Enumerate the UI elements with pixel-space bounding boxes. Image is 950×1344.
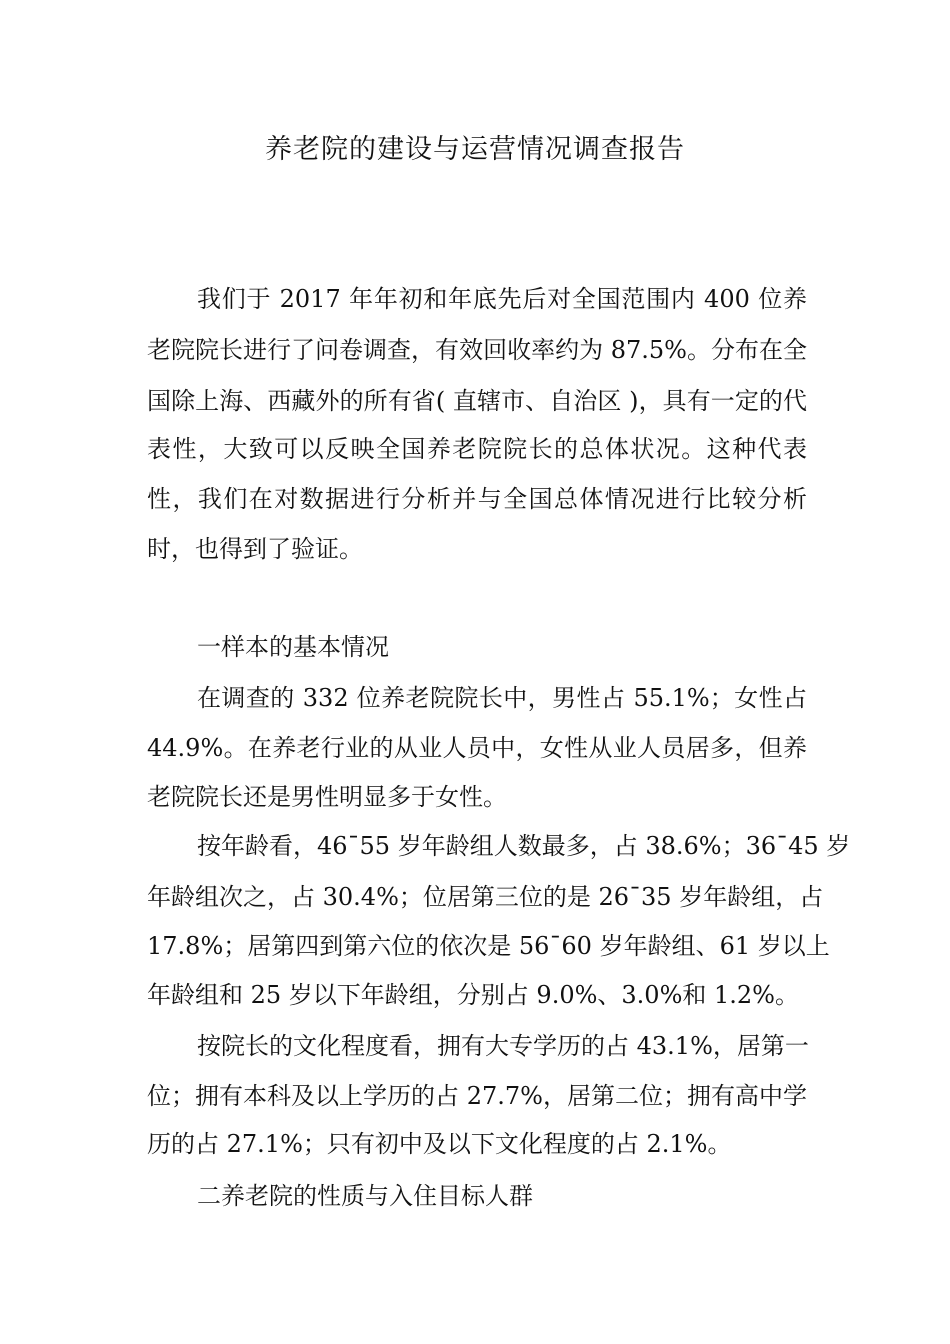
- intro-line: 国除上海、西藏外的所有省( 直辖市、自治区 )，具有一定的代: [147, 387, 807, 415]
- paragraph-line: 年龄组和 25 岁以下年龄组，分别占 9.0%、3.0%和 1.2%。: [147, 981, 799, 1009]
- document-title: 养老院的建设与运营情况调查报告: [265, 134, 685, 165]
- intro-line: 性，我们在对数据进行分析并与全国总体情况进行比较分析: [147, 485, 807, 513]
- paragraph-line: 44.9%。在养老行业的从业人员中，女性从业人员居多，但养: [147, 734, 807, 762]
- paragraph-line: 老院院长还是男性明显多于女性。: [147, 783, 507, 811]
- intro-line: 时，也得到了验证。: [147, 535, 363, 563]
- paragraph-line: 年龄组次之，占 30.4%；位居第三位的是 26¯35 岁年龄组，占: [147, 883, 824, 911]
- intro-line: 表性，大致可以反映全国养老院院长的总体状况。这种代表: [147, 435, 807, 463]
- paragraph-line: 按年龄看，46¯55 岁年龄组人数最多，占 38.6%；36¯45 岁: [197, 832, 851, 860]
- paragraph-line: 17.8%；居第四到第六位的依次是 56¯60 岁年龄组、61 岁以上: [147, 932, 830, 960]
- paragraph-line: 位；拥有本科及以上学历的占 27.7%，居第二位；拥有高中学: [147, 1082, 807, 1110]
- section-heading-sample: 一样本的基本情况: [197, 633, 389, 661]
- intro-line: 我们于 2017 年年初和年底先后对全国范围内 400 位养: [197, 285, 807, 313]
- paragraph-line: 按院长的文化程度看，拥有大专学历的占 43.1%，居第一: [197, 1032, 809, 1060]
- paragraph-line: 在调查的 332 位养老院院长中，男性占 55.1%；女性占: [197, 684, 807, 712]
- section-heading-nature: 二养老院的性质与入住目标人群: [197, 1182, 533, 1210]
- intro-line: 老院院长进行了问卷调查，有效回收率约为 87.5%。分布在全: [147, 336, 807, 364]
- paragraph-line: 历的占 27.1%；只有初中及以下文化程度的占 2.1%。: [147, 1130, 732, 1158]
